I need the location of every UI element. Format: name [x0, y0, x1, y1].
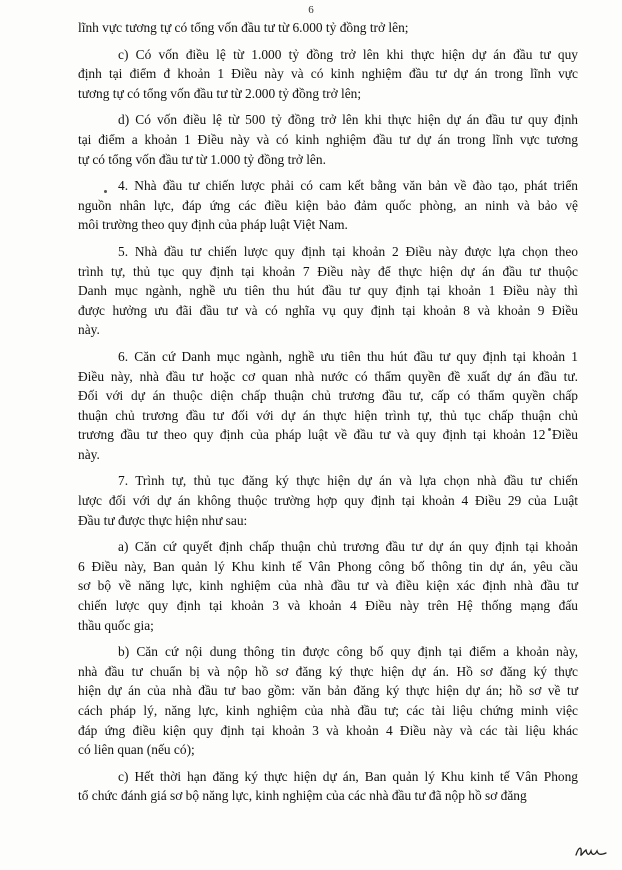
text-line: tại điểm a khoản 1 Điều này và có kinh nghiệm đầu tư dự án trong lĩnh vực tương: [78, 131, 578, 147]
text-line: này.: [78, 446, 100, 462]
text-line: có liên quan (nếu có);: [78, 742, 195, 758]
text-line: a) Căn cứ quyết định chấp thuận chủ trương đầu tư dự án quy định tại khoản: [118, 539, 578, 555]
text-line: 7. Trình tự, thủ tục đăng ký thực hiện dự án và lựa chọn nhà đầu tư chiến: [118, 473, 578, 489]
text-line: Đối với dự án thuộc diện chấp thuận chủ trương đầu tư, cấp có thẩm quyền chấp: [78, 388, 578, 404]
text-line: cách pháp lý, năng lực, kinh nghiệm của nhà đầu tư; các tài liệu chứng minh việc: [78, 703, 578, 718]
text-line: c) Có vốn điều lệ từ 1.000 tỷ đồng trở lên khi thực hiện dự án đầu tư quy: [118, 46, 578, 62]
text-line: nhà đầu tư chuẩn bị và nộp hồ sơ đăng ký thực hiện dự án. Hồ sơ đăng ký thực: [78, 663, 578, 679]
paragraph: [78, 176, 578, 235]
text-line: đáp ứng điều kiện quy định tại khoản 3 và khoản 4 Điều này và các tài liệu khác: [78, 722, 578, 738]
text-line: thuận chủ trương đầu tư đối với dự án thực hiện trình tự, thủ tục chấp thuận chủ: [78, 407, 578, 423]
text-line: môi trường theo quy định của pháp luật Việt Nam.: [78, 217, 348, 233]
text-line: 6. Căn cứ Danh mục ngành, nghề ưu tiên thu hút đầu tư quy định tại khoản 1: [118, 348, 578, 364]
text-line: lược đối với dự án không thuộc trường hợp quy định tại khoản 4 Điều 29 của Luật: [78, 493, 578, 509]
document-body: [78, 18, 578, 813]
text-line: d) Có vốn điều lệ từ 500 tỷ đồng trở lên khi thực hiện dự án đầu tư quy định: [118, 112, 578, 128]
text-line: nguồn nhân lực, đáp ứng các điều kiện bảo đảm quốc phòng, an ninh và bảo vệ: [78, 197, 578, 213]
text-line: định tại điểm đ khoản 1 Điều này và có kinh nghiệm đầu tư dự án trong lĩnh vực: [78, 66, 578, 82]
text-line: tự có tổng vốn đầu tư từ 1.000 tỷ đồng trở lên.: [78, 151, 326, 167]
paragraph: [78, 767, 578, 806]
paragraph: [78, 537, 578, 635]
text-line: hiện dự án của nhà đầu tư bao gồm: văn bản đăng ký thực hiện dự án; hồ sơ về tư: [78, 683, 578, 699]
paragraph: [78, 242, 578, 340]
text-line: tổ chức đánh giá sơ bộ năng lực, kinh nghiệm của các nhà đầu tư đã nộp hồ sơ đăng: [78, 788, 527, 804]
text-line: được hưởng ưu đãi đầu tư và có nghĩa vụ quy định tại khoản 8 và khoản 9 Điều: [78, 302, 578, 318]
text-line: sơ bộ về năng lực, kinh nghiệm của nhà đầu tư và điều kiện xác định nhà đầu tư: [78, 578, 578, 594]
paragraph: [78, 347, 578, 465]
text-line: 6 Điều này, Ban quản lý Khu kinh tế Vân Phong công bố thông tin dự án, yêu cầu: [78, 558, 578, 574]
paragraph: [78, 45, 578, 104]
text-line: này.: [78, 322, 100, 338]
text-line: b) Căn cứ nội dung thông tin được công bố quy định tại điểm a khoản này,: [118, 644, 578, 660]
paragraph: [78, 471, 578, 530]
text-line: trình tự, thủ tục quy định tại khoản 7 Điều này để thực hiện dự án đầu tư thuộc: [78, 263, 578, 279]
text-line: lĩnh vực tương tự có tổng vốn đầu tư từ 6.000 tỷ đồng trở lên;: [78, 20, 409, 35]
text-line: c) Hết thời hạn đăng ký thực hiện dự án, Ban quản lý Khu kinh tế Vân Phong: [118, 768, 578, 784]
text-line: thầu quốc gia;: [78, 617, 154, 633]
text-line: trương đầu tư theo quy định của pháp luật về đầu tư và quy định tại khoản 12 Điều: [78, 427, 578, 443]
paragraph: [78, 642, 578, 760]
paragraph: [78, 110, 578, 169]
text-line: 4. Nhà đầu tư chiến lược phải có cam kết bằng văn bản về đào tạo, phát triển: [118, 178, 578, 194]
text-line: Điều này, nhà đầu tư hoặc cơ quan nhà nước có thẩm quyền đề xuất dự án đầu tư.: [78, 368, 578, 384]
initials-signature-icon: [574, 842, 608, 860]
text-line: Danh mục ngành, nghề ưu tiên thu hút đầu tư quy định tại khoản 1 Điều này thì: [78, 283, 578, 299]
text-line: Đầu tư được thực hiện như sau:: [78, 512, 248, 528]
text-line: 5. Nhà đầu tư chiến lược quy định tại khoản 2 Điều này được lựa chọn theo: [118, 243, 578, 259]
page-number: 6: [308, 4, 314, 16]
text-line: chiến lược quy định tại khoản 3 và khoản 4 Điều này trên Hệ thống mạng đấu: [78, 598, 578, 614]
paragraph: [78, 18, 578, 38]
text-line: tương tự có tổng vốn đầu tư từ 2.000 tỷ đồng trở lên;: [78, 85, 362, 101]
